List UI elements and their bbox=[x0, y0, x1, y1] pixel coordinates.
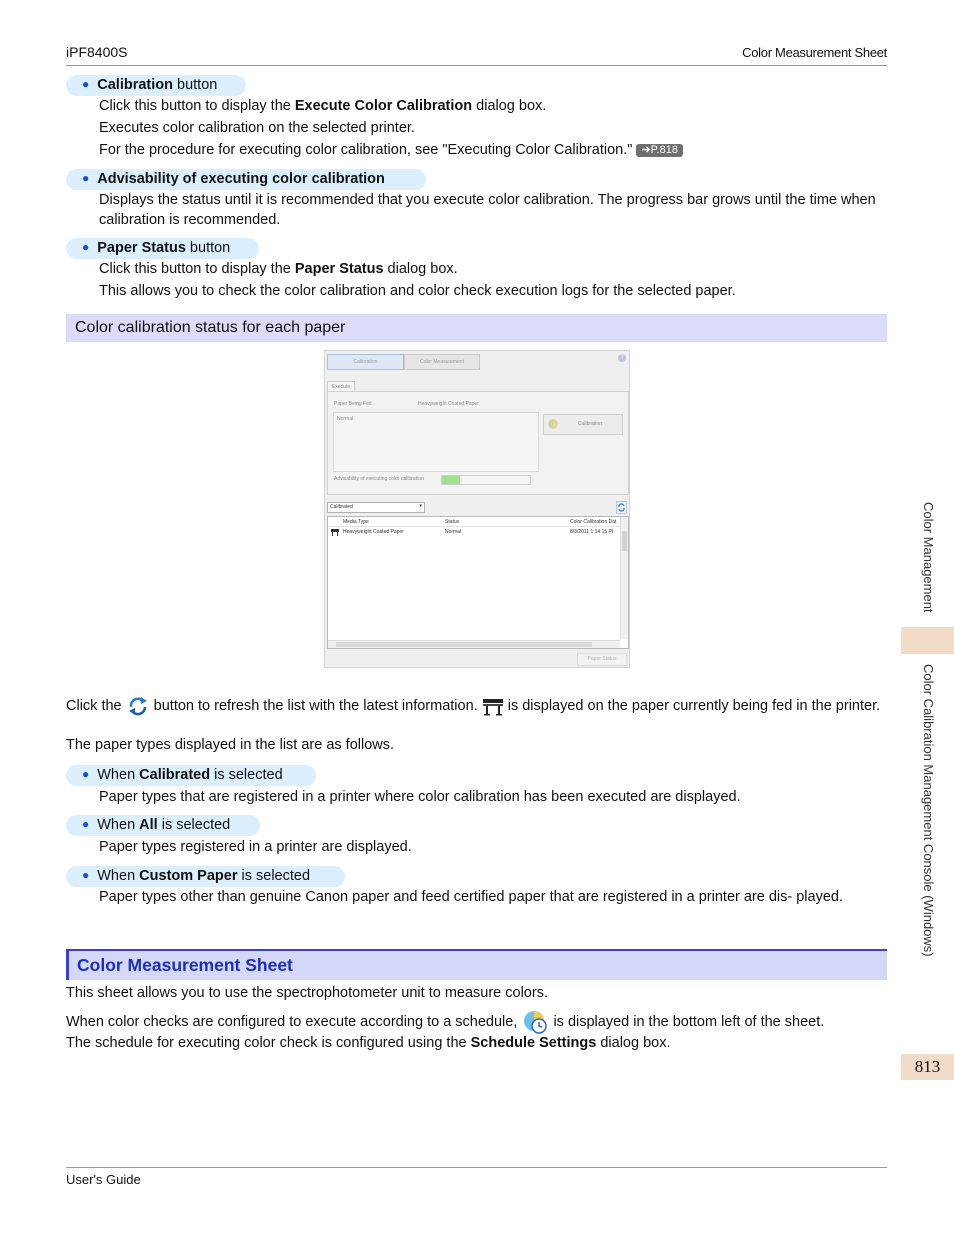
column-media-type[interactable]: Media Type bbox=[343, 519, 369, 525]
when-calibrated-desc: Paper types that are registered in a printer where color calibration has been executed are displayed. bbox=[99, 789, 741, 805]
refresh-paragraph: Click the button to refresh the list with the latest information. is displayed on the paper currently being fed in the printer. bbox=[66, 695, 881, 717]
calibration-button[interactable]: Calibration bbox=[543, 414, 623, 435]
section-paragraph-1: This sheet allows you to use the spectrophotometer unit to measure colors. bbox=[66, 985, 548, 1001]
list-types-intro: The paper types displayed in the list are as follows. bbox=[66, 737, 395, 753]
bullet-icon: ● bbox=[82, 240, 90, 254]
advisability-desc: Displays the status until it is recommended that you execute color calibration. The progress bar grows until the time when calibration is recommended. bbox=[99, 192, 876, 228]
bullet-icon: ● bbox=[82, 868, 90, 882]
schedule-clock-icon bbox=[521, 1009, 549, 1035]
bullet-icon: ● bbox=[82, 817, 90, 831]
advisability-label: Advisability of executing color calibration bbox=[334, 476, 424, 482]
section-paragraph-3: The schedule for executing color check is configured using the Schedule Settings dialog box. bbox=[66, 1035, 671, 1051]
footer-guide-title: User's Guide bbox=[66, 1172, 141, 1187]
refresh-icon bbox=[617, 502, 626, 513]
paper-being-fed-label: Paper Being Fed bbox=[334, 401, 372, 407]
calibration-desc-2: Executes color calibration on the selected printer. bbox=[99, 120, 415, 136]
paper-filter-select[interactable]: Calibrated ▾ bbox=[327, 502, 425, 513]
header-rule bbox=[66, 65, 887, 66]
bullet-icon: ● bbox=[82, 767, 90, 781]
status-box bbox=[333, 412, 539, 472]
bullet-icon: ● bbox=[82, 77, 90, 91]
table-row[interactable]: Heavyweight Coated Paper Normal 8/3/2011 1:14:15 PI bbox=[328, 528, 620, 537]
item-when-calibrated-heading: ● When Calibrated is selected bbox=[66, 765, 316, 786]
subheading-color-calibration-status: Color calibration status for each paper bbox=[66, 314, 887, 342]
paper-status-button[interactable]: Paper Status bbox=[577, 653, 627, 666]
calibration-icon bbox=[548, 419, 558, 429]
sidebar-section-tab bbox=[901, 627, 954, 654]
item-paper-status-heading: ● Paper Status button bbox=[66, 238, 259, 259]
paper-list-header bbox=[328, 517, 620, 527]
advisability-progress-bar bbox=[441, 475, 531, 485]
item-advisability-heading: ● Advisability of executing color calibration bbox=[66, 169, 426, 190]
sidebar-label-color-management: Color Management bbox=[921, 502, 936, 613]
console-screenshot bbox=[324, 350, 630, 668]
when-all-desc: Paper types registered in a printer are displayed. bbox=[99, 839, 412, 855]
sidebar-label-chapter: Color Calibration Management Console (Windows) bbox=[921, 664, 936, 957]
tab-calibration[interactable]: Calibration bbox=[327, 354, 404, 370]
chevron-down-icon: ▾ bbox=[419, 503, 422, 509]
when-custom-paper-desc: Paper types other than genuine Canon paper and feed certified paper that are registered in a printer are dis- played. bbox=[99, 889, 844, 905]
item-when-all-heading: ● When All is selected bbox=[66, 815, 260, 836]
item-when-custom-paper-heading: ● When Custom Paper is selected bbox=[66, 866, 345, 887]
item-calibration-heading: ● Calibration button bbox=[66, 75, 246, 96]
section-heading-color-measurement-sheet: Color Measurement Sheet bbox=[66, 949, 887, 980]
advisability-progress-fill bbox=[442, 476, 460, 484]
section-paragraph-2: When color checks are configured to execute according to a schedule, is displayed in the bottom left of the sheet. bbox=[66, 1009, 881, 1035]
page-reference-link[interactable]: ➔P.818 bbox=[636, 144, 683, 157]
calibration-desc-3: For the procedure for executing color calibration, see "Executing Color Calibration." ➔P.818 bbox=[99, 141, 879, 161]
printer-icon bbox=[331, 529, 339, 536]
paper-status-desc-1: Click this button to display the Paper Status dialog box. bbox=[99, 261, 458, 277]
bullet-icon: ● bbox=[82, 171, 90, 185]
column-status[interactable]: Status bbox=[445, 519, 460, 525]
list-refresh-button[interactable] bbox=[616, 501, 627, 514]
paper-being-fed-value: Heavyweight Coated Paper bbox=[418, 401, 479, 407]
vertical-scrollbar[interactable] bbox=[620, 517, 628, 639]
header-product: iPF8400S bbox=[66, 44, 128, 60]
header-section: Color Measurement Sheet bbox=[742, 45, 887, 60]
calibration-desc-1: Click this button to display the Execute Color Calibration dialog box. bbox=[99, 98, 547, 114]
help-icon[interactable]: ? bbox=[618, 354, 626, 362]
paper-status-desc-2: This allows you to check the color calibration and color check execution logs for the selected paper. bbox=[99, 283, 736, 299]
page-number: 813 bbox=[901, 1054, 954, 1080]
tab-color-measurement[interactable]: Color Measurement bbox=[404, 354, 480, 370]
footer-rule bbox=[66, 1167, 887, 1168]
printer-icon bbox=[482, 696, 504, 716]
paper-list[interactable] bbox=[327, 516, 629, 649]
tab-execute[interactable]: Execute bbox=[327, 381, 355, 392]
execute-panel bbox=[327, 391, 629, 495]
refresh-icon bbox=[126, 695, 150, 717]
horizontal-scrollbar[interactable] bbox=[328, 640, 620, 648]
status-value: Normal bbox=[337, 416, 354, 422]
column-calibration-date[interactable]: Color Calibration Dat bbox=[570, 519, 617, 525]
